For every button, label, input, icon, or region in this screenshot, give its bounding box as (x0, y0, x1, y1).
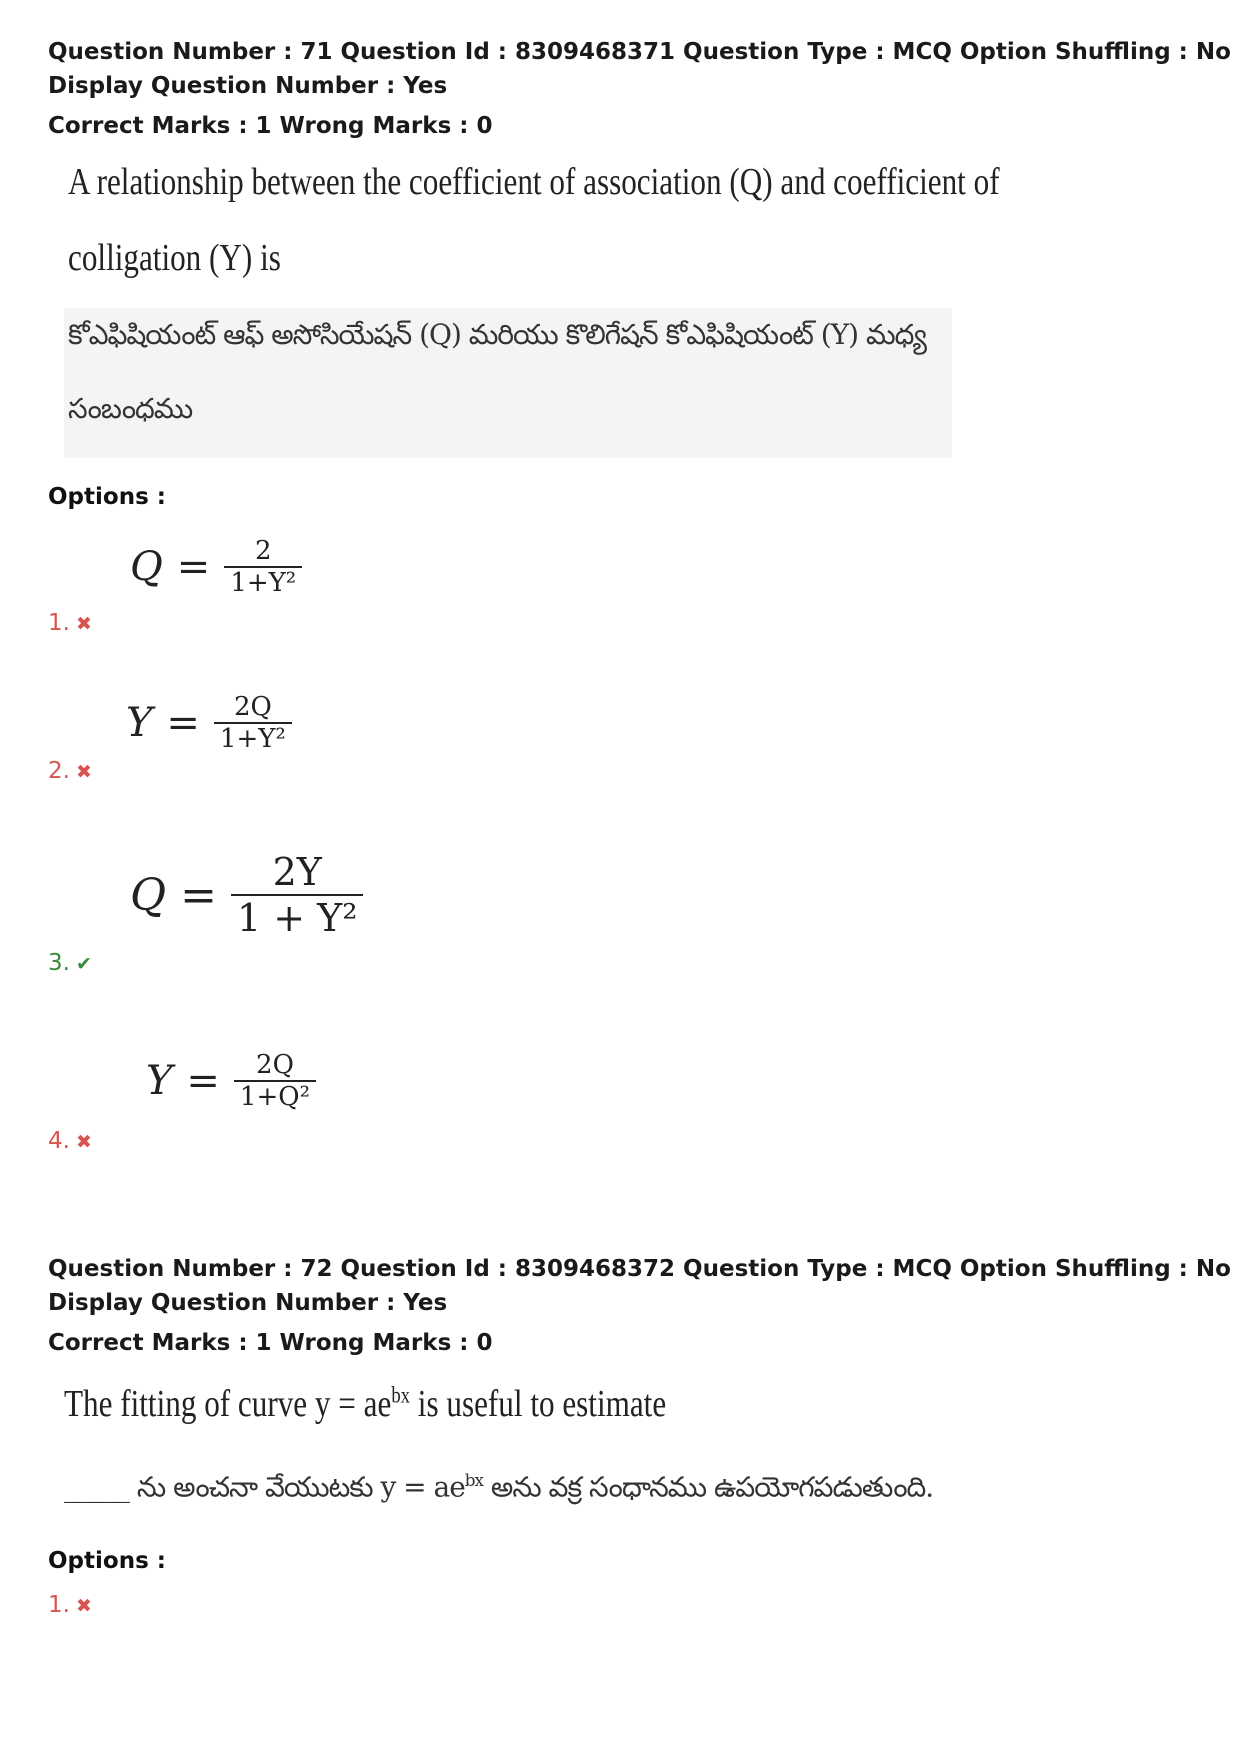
q71-option1-numerator: 2 (255, 536, 272, 566)
q71-option4-formula (146, 1050, 316, 1112)
equals-sign: = (180, 869, 217, 921)
q72-meta (48, 1252, 1231, 1360)
wrong-mark-icon: ✖ (75, 1595, 92, 1617)
q72-text-te-1: ను అంచనా వేయుటకు y = ae (129, 1470, 465, 1504)
q72-text-te (64, 1470, 933, 1510)
q72-options-label: Options : (48, 1548, 166, 1574)
q71-option3-number: 3. (48, 950, 70, 976)
q71-option3-formula (130, 850, 363, 940)
q71-meta (48, 35, 1231, 143)
q71-option4[interactable] (48, 1128, 92, 1154)
q71-option2-denominator: 1+Y² (219, 724, 286, 754)
q71-option1-denominator: 1+Y² (230, 568, 297, 598)
q71-option2-formula (126, 692, 292, 754)
q71-text-en-2: colligation (Y) is (68, 237, 281, 279)
q71-option1-fraction (224, 536, 302, 598)
q71-meta-line3: Correct Marks : 1 Wrong Marks : 0 (48, 113, 493, 139)
q71-text-te-2: సంబంధము (68, 392, 193, 425)
check-mark-icon: ✔ (75, 953, 92, 975)
q71-option3[interactable] (48, 950, 92, 976)
equals-sign: = (186, 1058, 220, 1104)
q71-options-label: Options : (48, 484, 166, 510)
q71-option4-number: 4. (48, 1128, 70, 1154)
q71-text-te-1: కోఎఫిషియంట్ ఆఫ్ అసోసియేషన్ (Q) మరియు కొలిగేషన్ కోఎఫిషియంట్ (Y) మధ్య (68, 318, 926, 351)
wrong-mark-icon: ✖ (75, 1131, 92, 1153)
q71-option1-formula (130, 536, 302, 598)
q71-option1-number: 1. (48, 610, 70, 636)
q71-option3-fraction (231, 850, 364, 940)
wrong-mark-icon: ✖ (75, 613, 92, 635)
q71-option1[interactable] (48, 610, 92, 636)
q71-option3-numerator: 2Y (272, 850, 322, 894)
q72-meta-line1: Question Number : 72 Question Id : 8309468372 Question Type : MCQ Option Shuffling : No (48, 1256, 1231, 1282)
wrong-mark-icon: ✖ (75, 761, 92, 783)
q71-meta-line1: Question Number : 71 Question Id : 8309468371 Question Type : MCQ Option Shuffling : No (48, 39, 1231, 65)
q72-text-en (64, 1382, 666, 1426)
equals-sign: = (166, 700, 200, 746)
q71-option4-numerator: 2Q (256, 1050, 294, 1080)
q71-meta-line2: Display Question Number : Yes (48, 73, 448, 99)
q72-text-te-2: అను వక్ర సంధానము ఉపయోగపడుతుంది. (483, 1470, 934, 1504)
q72-meta-line2: Display Question Number : Yes (48, 1290, 448, 1316)
q72-text-te-exponent: bx (464, 1470, 484, 1490)
q71-option3-lhs: Q (130, 869, 167, 921)
q72-text-en-tail: is useful to estimate (410, 1383, 667, 1425)
q71-option4-lhs: Y (146, 1058, 173, 1104)
q72-meta-line3: Correct Marks : 1 Wrong Marks : 0 (48, 1330, 493, 1356)
q72-option1[interactable] (48, 1592, 92, 1618)
q71-option1-lhs: Q (130, 544, 163, 590)
q72-option1-number: 1. (48, 1592, 70, 1618)
q72-blank: _____ (64, 1470, 129, 1504)
q72-text-en-main: The fitting of curve y = ae (64, 1383, 392, 1425)
q71-option2-fraction (214, 692, 292, 754)
q71-option2-number: 2. (48, 758, 70, 784)
q71-option2-numerator: 2Q (233, 692, 272, 722)
q71-option2[interactable] (48, 758, 92, 784)
q72-text-en-exponent: bx (391, 1382, 411, 1408)
q71-option4-fraction (234, 1050, 316, 1112)
q71-option3-denominator: 1 + Y² (236, 896, 358, 940)
q71-text-en-1: A relationship between the coefficient of association (Q) and coefficient of (68, 161, 1000, 203)
q71-option2-lhs: Y (126, 700, 153, 746)
equals-sign: = (176, 544, 211, 590)
q71-option4-denominator: 1+Q² (239, 1082, 310, 1112)
